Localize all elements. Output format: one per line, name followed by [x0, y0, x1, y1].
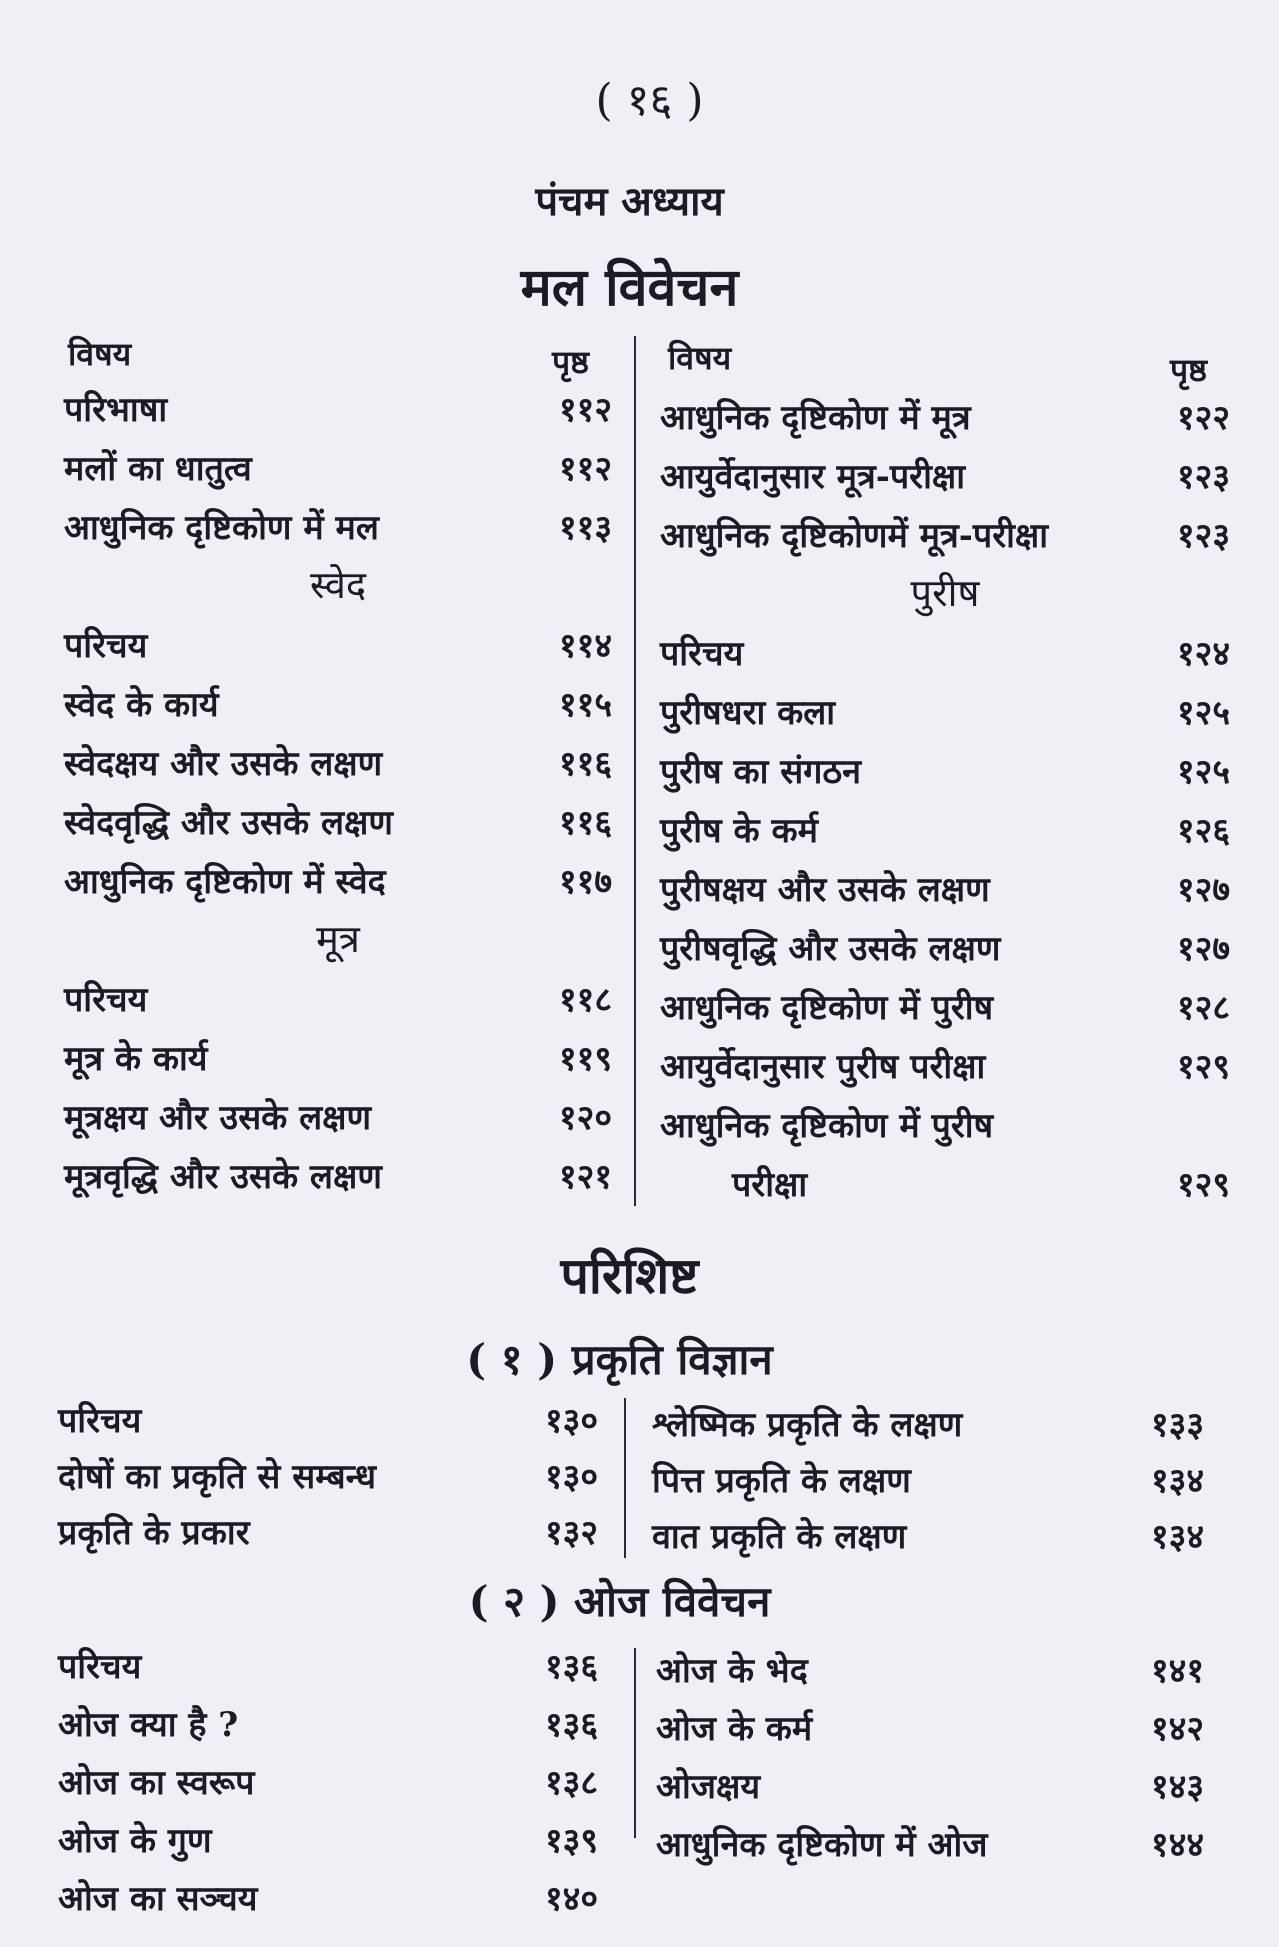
index-entry: [64, 1152, 612, 1202]
index-entry: [660, 747, 1230, 797]
index-entry: [656, 1820, 1204, 1870]
entry-title: प्रकृति के प्रकार: [58, 1513, 250, 1553]
index-entry: [660, 1160, 1230, 1210]
entry-page: १३६: [544, 1647, 598, 1687]
index-entry: [64, 1093, 612, 1143]
entry-page: ११२: [558, 390, 612, 430]
index-entry: [660, 629, 1230, 679]
entry-page: ११३: [558, 508, 612, 548]
entry-title: परिभाषा: [64, 390, 168, 430]
index-entry: [64, 739, 612, 789]
entry-page: १४४: [1150, 1825, 1204, 1865]
entry-title: ओज का सञ्चय: [58, 1879, 258, 1919]
entry-page: १२५: [1176, 752, 1230, 792]
entry-title: ओज के कर्म: [656, 1709, 813, 1749]
index-entry: [64, 385, 612, 435]
entry-page: ११२: [558, 449, 612, 489]
entry-title: परीक्षा: [732, 1165, 808, 1205]
entry-page: १२२: [1176, 398, 1230, 438]
entry-page: १३४: [1150, 1461, 1204, 1501]
entry-title: मलों का धातुत्व: [64, 449, 252, 489]
entry-page: १२५: [1176, 693, 1230, 733]
left-subject-header: विषय: [68, 335, 132, 373]
index-entry: [64, 798, 612, 848]
entry-title: पुरीषक्षय और उसके लक्षण: [660, 870, 990, 910]
entry-page: १४२: [1150, 1709, 1204, 1749]
entry-page: ११८: [558, 980, 612, 1020]
appendix-title: परिशिष्ट: [560, 1246, 699, 1305]
index-entry: [660, 393, 1230, 443]
entry-page: १३६: [544, 1705, 598, 1745]
entry-page: १३९: [544, 1821, 598, 1861]
index-entry: [64, 680, 612, 730]
entry-title: आधुनिक दृष्टिकोण में स्वेद: [64, 862, 386, 902]
entry-title: पुरीषधरा कला: [660, 693, 836, 733]
subsection-heading: स्वेद: [309, 563, 367, 607]
entry-page: १४१: [1150, 1651, 1204, 1691]
entry-page: ११६: [558, 803, 612, 843]
index-entry: [58, 1700, 598, 1750]
entry-title: स्वेद के कार्य: [64, 685, 219, 725]
index-entry: [656, 1704, 1204, 1754]
index-entry: [660, 1042, 1230, 1092]
subsection-heading: मूत्र: [316, 917, 360, 961]
entry-page: १२३: [1176, 516, 1230, 556]
entry-title: मूत्रवृद्धि और उसके लक्षण: [64, 1157, 382, 1197]
right-subject-header: विषय: [668, 339, 732, 377]
entry-title: आधुनिक दृष्टिकोण में मल: [64, 508, 379, 548]
entry-page: ११६: [558, 744, 612, 784]
index-entry: [660, 452, 1230, 502]
index-entry: [656, 1762, 1204, 1812]
entry-title: पुरीष का संगठन: [660, 752, 862, 792]
entry-title: वात प्रकृति के लक्षण: [652, 1517, 907, 1557]
entry-title: आधुनिक दृष्टिकोण में पुरीष: [660, 988, 994, 1028]
index-entry: [660, 1101, 1230, 1151]
oja-divider: [634, 1648, 636, 1838]
entry-title: आधुनिक दृष्टिकोण में पुरीष: [660, 1106, 994, 1146]
entry-title: पित्त प्रकृति के लक्षण: [652, 1461, 911, 1501]
left-page-header: पृष्ठ: [552, 343, 590, 381]
index-entry: [656, 1646, 1204, 1696]
entry-page: ११७: [558, 862, 612, 902]
entry-title: आधुनिक दृष्टिकोणमें मूत्र-परीक्षा: [660, 516, 1049, 556]
index-entry: [58, 1642, 598, 1692]
entry-page: १२९: [1176, 1165, 1230, 1205]
index-entry: [58, 1758, 598, 1808]
entry-page: १३४: [1150, 1517, 1204, 1557]
index-entry: [58, 1508, 598, 1558]
index-entry: [58, 1874, 598, 1924]
index-entry: [64, 857, 612, 907]
entry-title: आधुनिक दृष्टिकोण में मूत्र: [660, 398, 971, 438]
index-entry: [660, 511, 1230, 561]
entry-page: १२९: [1176, 1047, 1230, 1087]
entry-title: परिचय: [660, 634, 744, 674]
subsection-heading: पुरीष: [910, 571, 980, 615]
index-entry: [652, 1456, 1204, 1506]
entry-title: स्वेदक्षय और उसके लक्षण: [64, 744, 383, 784]
index-entry: [64, 444, 612, 494]
entry-page: १२१: [558, 1157, 612, 1197]
entry-page: १३८: [544, 1763, 598, 1803]
entry-page: १२८: [1176, 988, 1230, 1028]
index-entry: [660, 806, 1230, 856]
index-entry: [64, 1034, 612, 1084]
index-entry: [58, 1396, 598, 1446]
entry-title: स्वेदवृद्धि और उसके लक्षण: [64, 803, 393, 843]
entry-page: ११४: [558, 626, 612, 666]
index-entry: [660, 924, 1230, 974]
entry-page: ११९: [558, 1039, 612, 1079]
index-entry: [64, 975, 612, 1025]
entry-page: १२०: [558, 1098, 612, 1138]
index-entry: [58, 1452, 598, 1502]
column-divider: [634, 336, 636, 1206]
entry-page: १३०: [544, 1457, 598, 1497]
index-entry: [652, 1400, 1204, 1450]
entry-title: ओज के गुण: [58, 1821, 212, 1861]
entry-title: परिचय: [64, 980, 148, 1020]
entry-title: ओज क्या है ?: [58, 1705, 239, 1745]
entry-title: आयुर्वेदानुसार पुरीष परीक्षा: [660, 1047, 986, 1087]
index-entry: [660, 983, 1230, 1033]
right-page-header: पृष्ठ: [1170, 351, 1208, 389]
entry-title: पुरीषवृद्धि और उसके लक्षण: [660, 929, 1001, 969]
entry-title: ओज का स्वरूप: [58, 1763, 255, 1803]
entry-title: परिचय: [58, 1401, 142, 1441]
page-number: ( १६ ): [595, 75, 704, 126]
entry-page: १२४: [1176, 634, 1230, 674]
entry-title: मूत्रक्षय और उसके लक्षण: [64, 1098, 372, 1138]
section-title: मल विवेचन: [520, 257, 739, 318]
entry-page: १२६: [1176, 811, 1230, 851]
entry-title: परिचय: [58, 1647, 142, 1687]
entry-title: आधुनिक दृष्टिकोण में ओज: [656, 1825, 988, 1865]
chapter-title: पंचम अध्याय: [535, 178, 724, 225]
index-entry: [660, 865, 1230, 915]
entry-page: १२७: [1176, 870, 1230, 910]
index-entry: [660, 688, 1230, 738]
entry-title: मूत्र के कार्य: [64, 1039, 208, 1079]
prakriti-divider: [624, 1398, 626, 1558]
entry-page: १४०: [544, 1879, 598, 1919]
entry-page: ११५: [558, 685, 612, 725]
entry-title: ओजक्षय: [656, 1767, 761, 1807]
entry-title: दोषों का प्रकृति से सम्बन्ध: [58, 1457, 376, 1497]
index-entry: [64, 503, 612, 553]
entry-page: १३२: [544, 1513, 598, 1553]
entry-title: ओज के भेद: [656, 1651, 808, 1691]
prakriti-title: ( १ ) प्रकृति विज्ञान: [466, 1335, 773, 1384]
index-entry: [652, 1512, 1204, 1562]
entry-page: १२३: [1176, 457, 1230, 497]
index-entry: [58, 1816, 598, 1866]
oja-title: ( २ ) ओज विवेचन: [468, 1577, 771, 1626]
entry-title: पुरीष के कर्म: [660, 811, 818, 851]
index-entry: [64, 621, 612, 671]
entry-page: १३०: [544, 1401, 598, 1441]
entry-title: श्लेष्मिक प्रकृति के लक्षण: [652, 1405, 963, 1445]
entry-title: परिचय: [64, 626, 148, 666]
entry-title: आयुर्वेदानुसार मूत्र-परीक्षा: [660, 457, 966, 497]
entry-page: १३३: [1150, 1405, 1204, 1445]
entry-page: १४३: [1150, 1767, 1204, 1807]
entry-page: १२७: [1176, 929, 1230, 969]
